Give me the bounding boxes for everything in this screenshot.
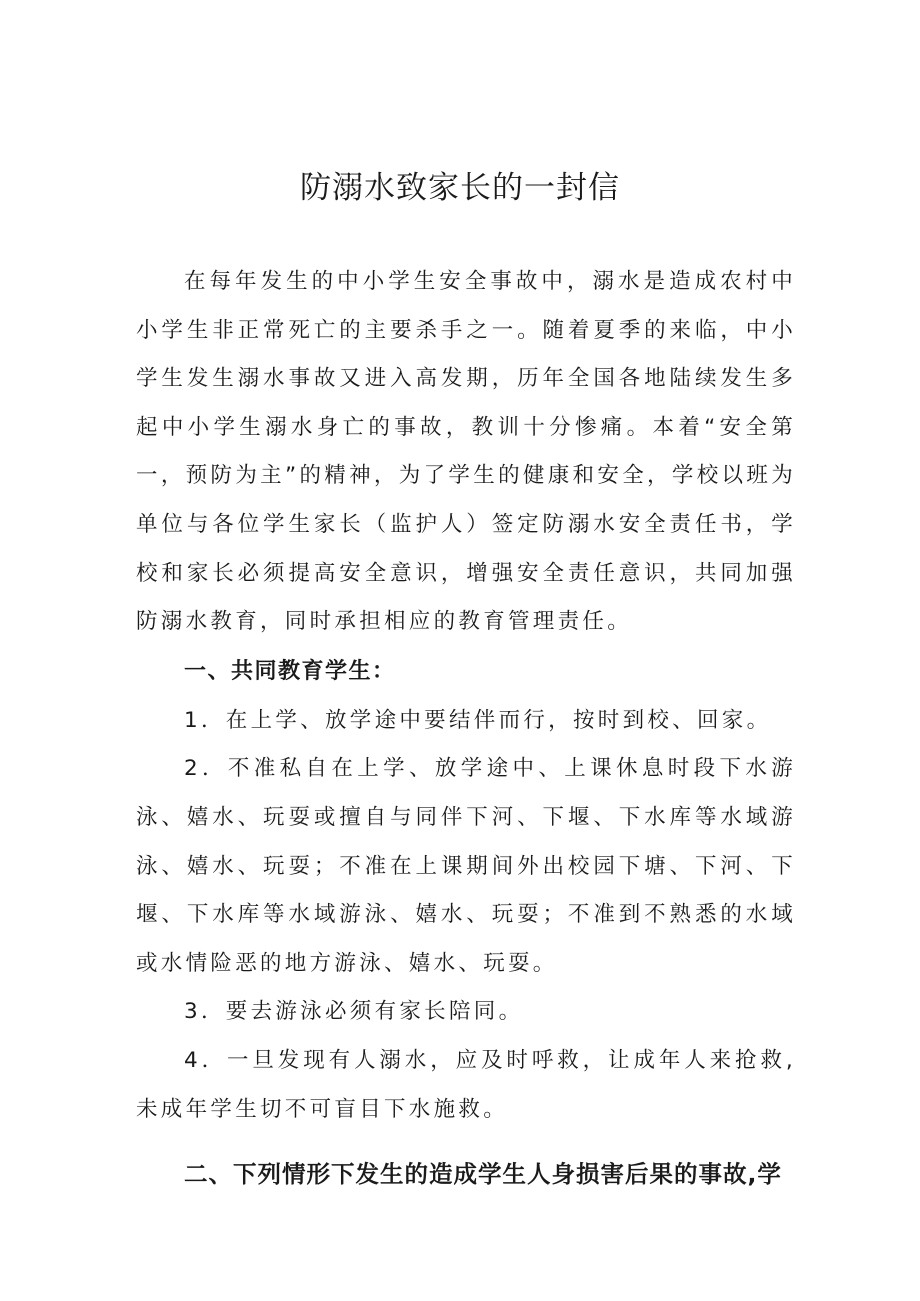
document-body: [136, 258, 796, 1200]
section-1-item-2: 2．不准私自在上学、放学途中、上课休息时段下水游泳、嬉水、玩耍或擅自与同伴下河、下堰、下水库等水域游泳、嬉水、玩耍；不准在上课期间外出校园下塘、下河、下堰、下水库等水域游泳、嬉水、玩耍；不准到不熟悉的水域或水情险恶的地方游泳、嬉水、玩耍。: [136, 756, 796, 976]
document-title: 防溺水致家长的一封信: [300, 170, 620, 206]
section-1-item-3: 3．要去游泳必须有家长陪同。: [184, 999, 524, 1025]
section-1-item-4: 4．一旦发现有人溺水，应及时呼救，让成年人来抢救,未成年学生切不可盲目下水施救。: [136, 1047, 796, 1122]
section-2-heading: 二、下列情形下发生的造成学生人身损害后果的事故,学: [184, 1160, 782, 1189]
section-1-item-1: 1．在上学、放学途中要结伴而行，按时到校、回家。: [184, 707, 772, 733]
intro-paragraph: 在每年发生的中小学生安全事故中，溺水是造成农村中小学生非正常死亡的主要杀手之一。随着夏季的来临，中小学生发生溺水事故又进入高发期，历年全国各地陆续发生多起中小学生溺水身亡的事故，教训十分惨痛。本着“安全第一，预防为主”的精神，为了学生的健康和安全，学校以班为单位与各位学生家长（监护人）签定防溺水安全责任书，学校和家长必须提高安全意识，增强安全责任意识，共同加强防溺水教育，同时承担相应的教育管理责任。: [136, 269, 796, 635]
section-1-heading: 一、共同教育学生：: [184, 658, 396, 684]
